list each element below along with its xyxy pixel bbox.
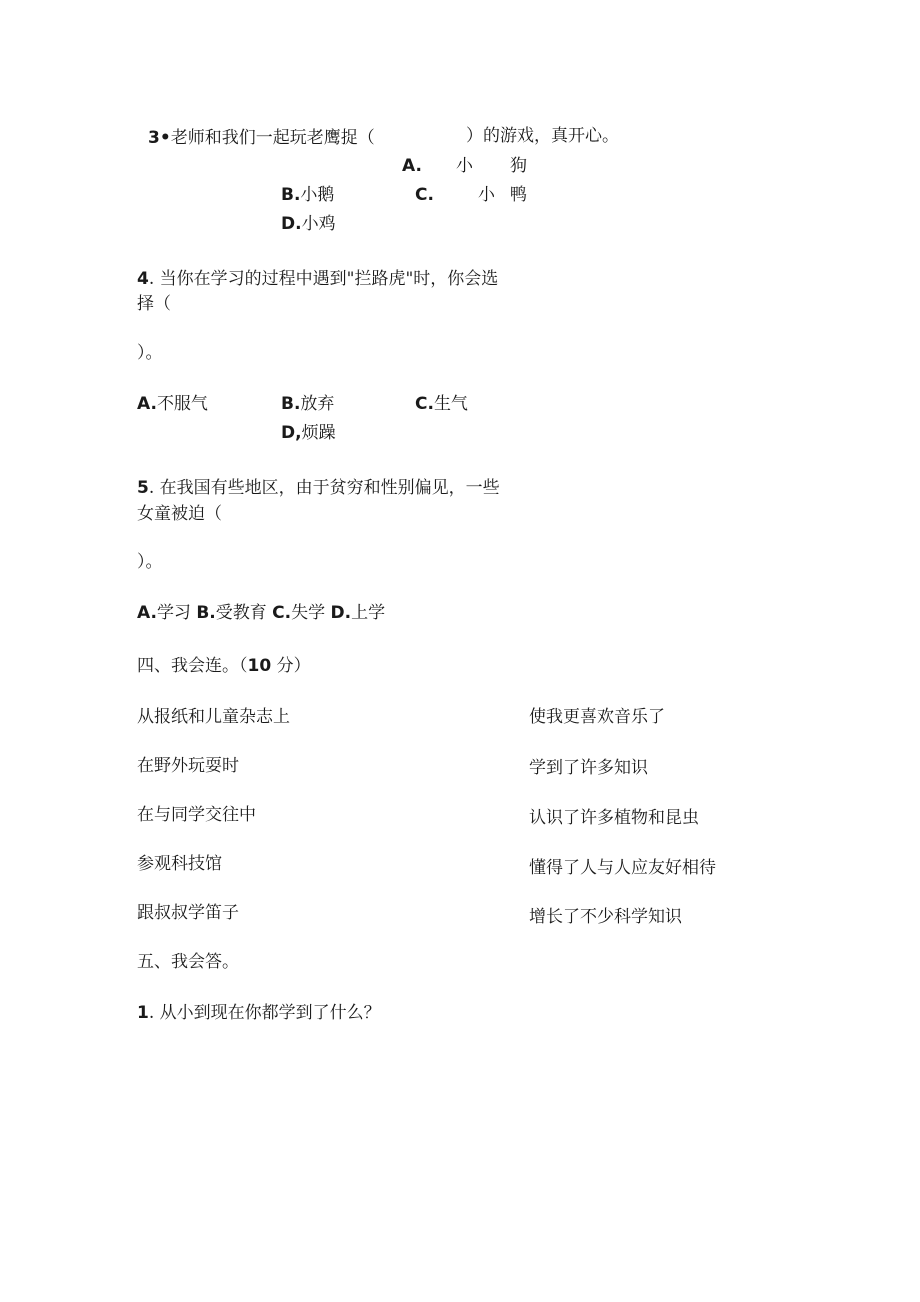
q3-option-b-letter: B. bbox=[281, 185, 301, 205]
match-right-item: 认识了许多植物和昆虫 bbox=[529, 808, 699, 828]
match-left-item: 从报纸和儿童杂志上 bbox=[137, 707, 290, 727]
match-right-item: 学到了许多知识 bbox=[529, 758, 648, 778]
match-left-item: 跟叔叔学笛子 bbox=[137, 903, 239, 923]
q4-stem-text-1: . 当你在学习的过程中遇到"拦路虎"时，你会选 bbox=[148, 269, 499, 289]
q3-option-c-letter: C. bbox=[415, 185, 434, 205]
section-5-title: 五、我会答。 bbox=[137, 952, 239, 972]
q3-option-c-char-1: 小 bbox=[478, 185, 495, 205]
match-right-item: 增长了不少科学知识 bbox=[529, 907, 682, 927]
section-5-q1-text: . 从小到现在你都学到了什么？ bbox=[148, 1003, 381, 1023]
q3-option-c-char-2: 鸭 bbox=[510, 185, 527, 205]
q4-option-b-text: 放弃 bbox=[300, 394, 335, 414]
q3-stem-part-a: 老师和我们一起玩老鹰捉（ bbox=[170, 128, 375, 148]
q4-option-c bbox=[415, 394, 468, 414]
q5-option-b-text: 受教育 bbox=[215, 603, 273, 623]
match-left-item: 在与同学交往中 bbox=[137, 805, 256, 825]
q4-option-c-letter: C. bbox=[415, 394, 434, 414]
q5-option-a-letter: A. bbox=[137, 603, 157, 623]
q5-option-c-letter: C. bbox=[272, 603, 292, 623]
q4-option-a bbox=[137, 394, 208, 414]
q5-option-a-text: 学习 bbox=[156, 603, 197, 623]
q4-option-c-text: 生气 bbox=[433, 394, 468, 414]
q3-number: 3• bbox=[148, 128, 171, 148]
q3-option-b-text: 小鹅 bbox=[300, 185, 335, 205]
match-left-item: 在野外玩耍时 bbox=[137, 756, 239, 776]
q4-stem-line-1 bbox=[137, 269, 498, 289]
section-5-q1-number: 1 bbox=[137, 1003, 149, 1023]
q5-stem-line-2: 女童被迫（ bbox=[137, 504, 222, 524]
q3-option-d-letter: D. bbox=[281, 214, 302, 234]
q3-option-a-char-1: 小 bbox=[456, 156, 473, 176]
section-4-score: 10 bbox=[247, 656, 272, 676]
q3-option-a bbox=[402, 156, 422, 176]
q3-option-a-char-2: 狗 bbox=[510, 156, 527, 176]
q4-option-b bbox=[281, 394, 334, 414]
q4-option-b-letter: B. bbox=[281, 394, 301, 414]
q4-number: 4 bbox=[137, 269, 149, 289]
q3-option-c bbox=[415, 185, 434, 205]
q3-option-d-text: 小鸡 bbox=[301, 214, 336, 234]
section-4-title-b: 分） bbox=[271, 656, 311, 676]
q5-stem-line-1 bbox=[137, 478, 500, 498]
q5-option-d-letter: D. bbox=[330, 603, 352, 623]
match-right-item: 懂得了人与人应友好相待 bbox=[529, 858, 716, 878]
q4-option-d bbox=[281, 423, 336, 443]
q3-option-a-letter: A. bbox=[402, 156, 422, 176]
q5-close-paren: ）。 bbox=[137, 552, 163, 572]
q4-option-a-text: 不服气 bbox=[156, 394, 208, 414]
q3-stem bbox=[148, 128, 375, 148]
q4-close-paren: ）。 bbox=[137, 343, 163, 363]
section-4-title bbox=[137, 656, 311, 676]
q4-option-d-text: 烦躁 bbox=[301, 423, 336, 443]
q5-option-b-letter: B. bbox=[196, 603, 216, 623]
q4-option-d-letter: D, bbox=[281, 423, 302, 443]
q5-number: 5 bbox=[137, 478, 149, 498]
q3-stem-part-b: ）的游戏，真开心。 bbox=[466, 126, 619, 146]
section-5-q1 bbox=[137, 1003, 381, 1023]
q3-option-d bbox=[281, 214, 336, 234]
q4-stem-line-2: 择（ bbox=[137, 294, 171, 314]
q5-stem-text-1: . 在我国有些地区，由于贫穷和性别偏见，一些 bbox=[148, 478, 500, 498]
q5-options bbox=[137, 603, 385, 623]
q5-option-d-text: 上学 bbox=[351, 603, 386, 623]
section-4-title-a: 四、我会连。（ bbox=[137, 656, 248, 676]
q5-option-c-text: 失学 bbox=[291, 603, 331, 623]
q4-option-a-letter: A. bbox=[137, 394, 157, 414]
q3-option-b bbox=[281, 185, 334, 205]
match-left-item: 参观科技馆 bbox=[137, 854, 222, 874]
match-right-item: 使我更喜欢音乐了 bbox=[529, 707, 665, 727]
